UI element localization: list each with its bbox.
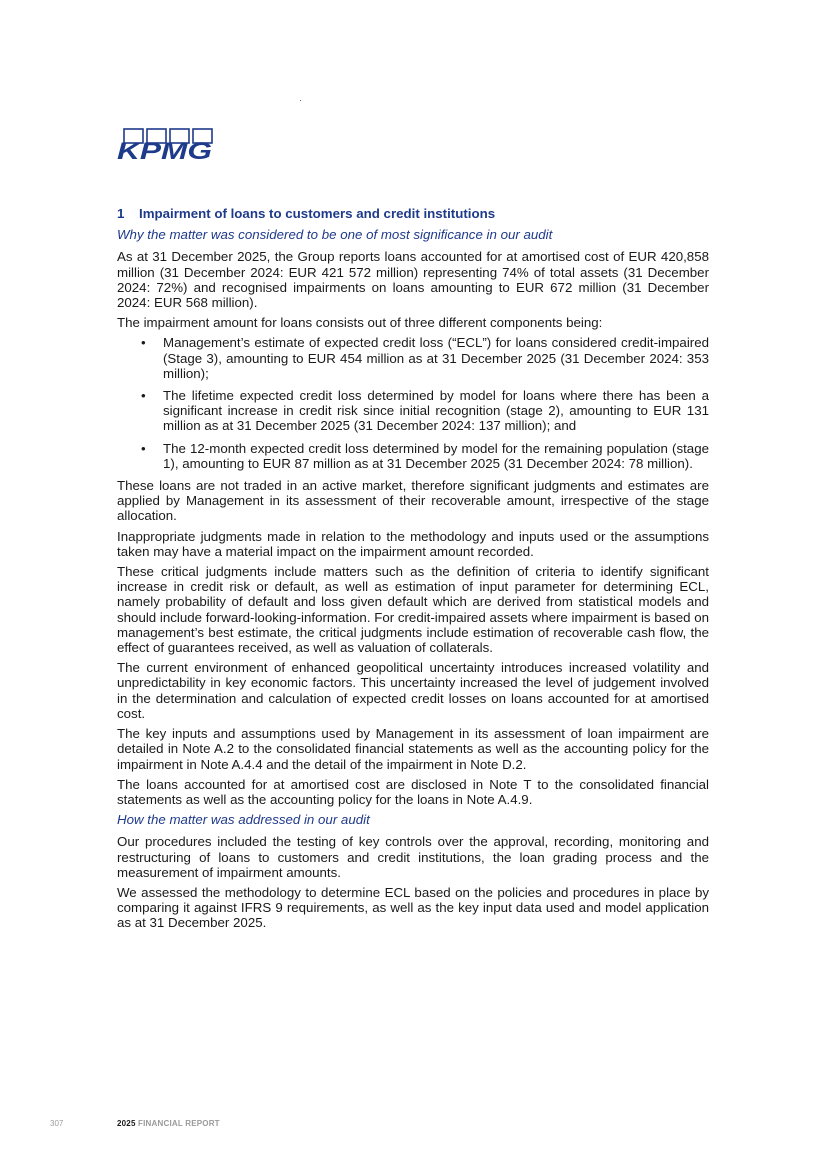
section-heading [117, 206, 709, 221]
logo-text: KPMG [117, 138, 212, 162]
list-item [117, 388, 709, 434]
audit-matter-section [117, 206, 709, 936]
paragraph-components-intro: The impairment amount for loans consists out of three different components being: [117, 315, 603, 331]
list-item-text: The lifetime expected credit loss determined by model for loans where there has been a significant increase in credit risk since initial recognition (stage 2), amounting to EUR 131 million as at 31 December 2025 (31 December 2024: 137 million); and [163, 388, 709, 434]
page-footer [0, 1119, 825, 1133]
report-label: FINANCIAL REPORT [138, 1119, 220, 1128]
paragraph-inappropriate-judgments: Inappropriate judgments made in relation to the methodology and inputs used or the assumptions taken may have a material impact on the impairment amount recorded. [117, 528, 709, 559]
paragraph-geopolitical: The current environment of enhanced geopolitical uncertainty introduces increased volatility and unpredictability in key economic factors. This uncertainty increased the level of judgement involved in the determination and calculation of expected credit losses on loans accounted for at amortised cost. [117, 660, 709, 721]
list-item-text: Management’s estimate of expected credit loss (“ECL”) for loans considered credit-impaired (Stage 3), amounting to EUR 454 million as at 31 December 2025 (31 December 2024: 353 million); [163, 335, 709, 381]
stray-dot [300, 100, 301, 101]
paragraph-key-inputs: The key inputs and assumptions used by Management in its assessment of loan impairment are detailed in Note A.2 to the consolidated financial statements as well as the accounting policy for the impairment in Note A.4.4 and the detail of the impairment in Note D.2. [117, 726, 709, 772]
report-title [117, 1119, 220, 1128]
paragraph-methodology: We assessed the methodology to determine ECL based on the policies and procedures in place by comparing it against IFRS 9 requirements, as well as the key input data used and model application as at 31 December 2025. [117, 884, 709, 931]
report-year: 2025 [117, 1119, 136, 1128]
bullet-icon: • [141, 388, 146, 404]
why-heading: Why the matter was considered to be one of most significance in our audit [117, 227, 553, 243]
paragraph-loans-overview: As at 31 December 2025, the Group reports loans accounted for at amortised cost of EUR 420,858 million (31 December 2024: EUR 421 572 million) representing 74% of total assets (31 December 2024: 72%) and recognised impairments on loans amounting to EUR 672 million (31 December 2024: EUR 568 million). [117, 249, 709, 311]
list-item [117, 335, 709, 381]
list-item [117, 441, 709, 471]
components-list [117, 335, 709, 471]
list-item-text: The 12-month expected credit loss determined by model for the remaining population (stage 1), amounting to EUR 87 million as at 31 December 2025 (31 December 2024: 78 million). [163, 440, 709, 471]
paragraph-critical-judgments: These critical judgments include matters such as the definition of criteria to identify significant increase in credit risk or default, as well as estimation of input parameter for determining ECL, namely probability of default and loss given default which are derived from statistical models and should include forward-looking-information. For credit-impaired assets where impairment is based on management’s best estimate, the critical judgments include estimation of recoverable cash flow, the effect of guarantees received, as well as valuation of collaterals. [117, 564, 709, 656]
section-title: Impairment of loans to customers and credit institutions [139, 206, 496, 221]
page-number: 307 [50, 1119, 64, 1128]
how-heading: How the matter was addressed in our audit [117, 812, 370, 828]
paragraph-not-traded: These loans are not traded in an active market, therefore significant judgments and estimates are applied by Management in its assessment of their recoverable amount, irrespective of the stage allocation. [117, 478, 709, 524]
bullet-icon: • [141, 440, 146, 456]
section-number: 1 [117, 206, 125, 221]
kpmg-logo [116, 128, 216, 162]
paragraph-procedures: Our procedures included the testing of key controls over the approval, recording, monitoring and restructuring of loans to customers and credit institutions, the loan grading process and the measurement of impairment amounts. [117, 834, 709, 880]
bullet-icon: • [141, 335, 146, 351]
paragraph-note-t: The loans accounted for at amortised cost are disclosed in Note T to the consolidated financial statements as well as the accounting policy for the loans in Note A.4.9. [117, 776, 709, 807]
